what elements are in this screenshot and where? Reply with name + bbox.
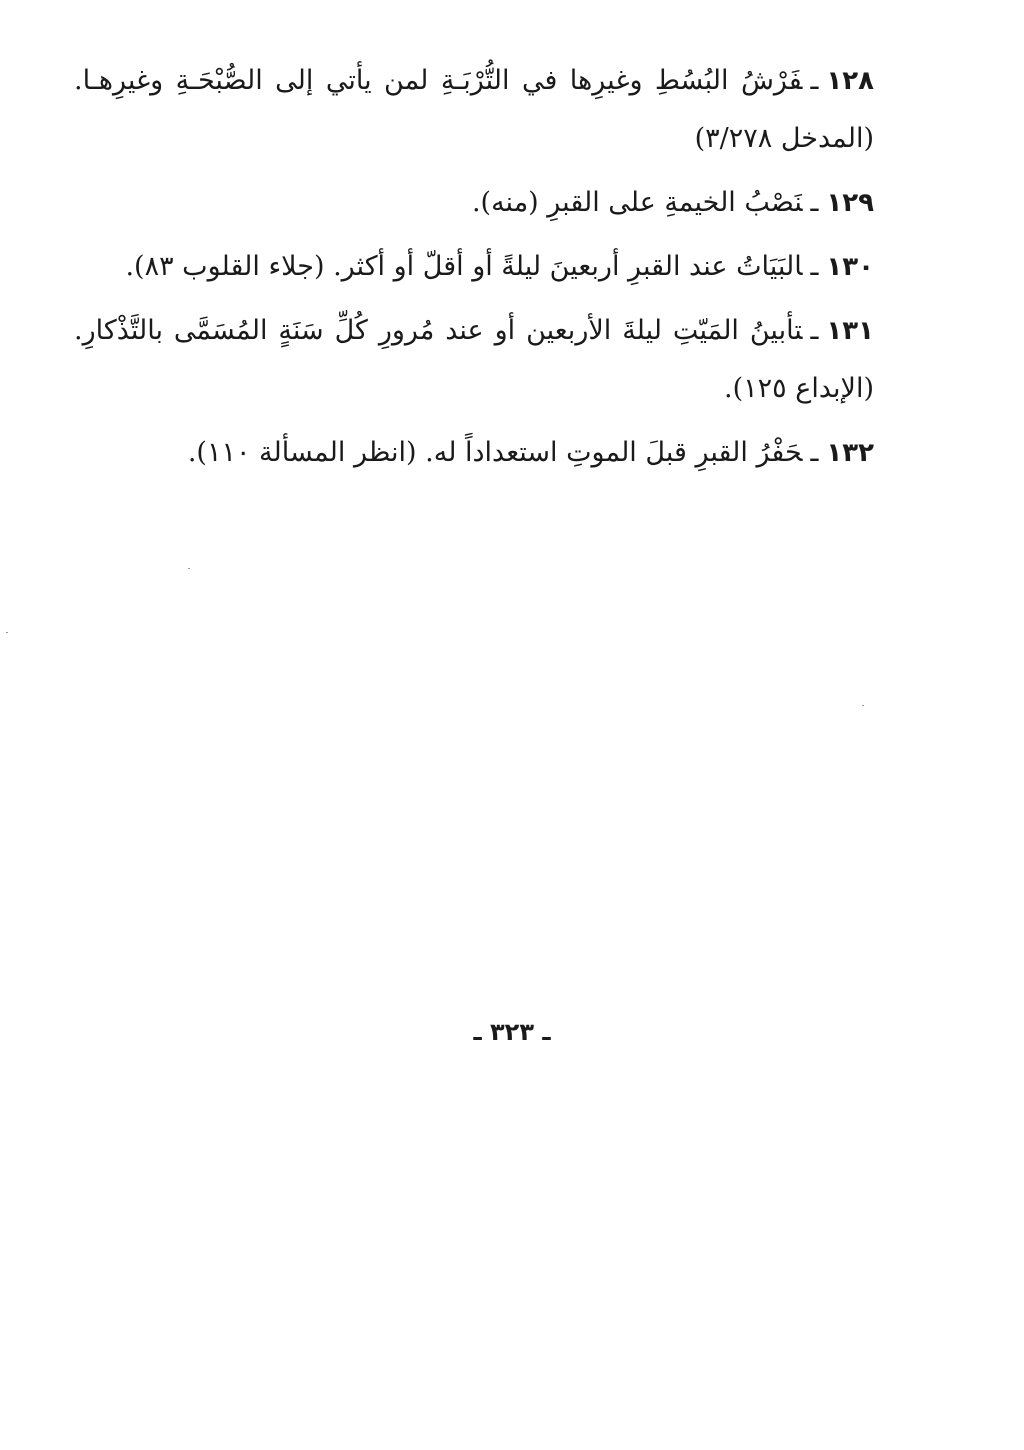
entry-130	[74, 238, 874, 296]
entry-separator: ـ	[810, 251, 819, 282]
entry-separator: ـ	[810, 315, 819, 346]
entry-number: ١٢٩	[826, 188, 874, 218]
entry-text: حَفْرُ القبرِ قبلَ الموتِ استعداداً له. (انظر المسألة ١١٠).	[187, 437, 803, 468]
page-number: ـ ٣٢٣ ـ	[473, 1018, 551, 1046]
entry-separator: ـ	[810, 65, 819, 96]
entry-number: ١٣٠	[826, 252, 874, 282]
entry-number: ١٣٢	[826, 438, 874, 468]
scan-speck	[862, 705, 864, 706]
entry-text: نَصْبُ الخيمةِ على القبرِ (منه).	[471, 187, 803, 218]
entry-131	[74, 302, 874, 418]
entry-number: ١٢٨	[826, 66, 874, 96]
entry-number: ١٣١	[826, 316, 874, 346]
entry-separator: ـ	[810, 437, 819, 468]
entry-text: البَيَاتُ عند القبرِ أربعينَ ليلةً أو أقلّ أو أكثر. (جلاء القلوب ٨٣).	[125, 251, 803, 282]
entry-132	[74, 424, 874, 482]
entry-text: فَرْشُ البُسُطِ وغيرِها في التُّرْبَـةِ لمن يأتي إلى الصُّبْحَـةِ وغيرِهـا. (المدخل ٣/٢٧٨)	[74, 65, 874, 154]
entry-128	[74, 52, 874, 168]
document-body	[74, 52, 874, 488]
entry-129	[74, 174, 874, 232]
scan-speck	[6, 632, 8, 633]
entry-text: تأبينُ المَيّتِ ليلةَ الأربعين أو عند مُرورِ كُلِّ سَنَةٍ المُسَمَّى بالتَّذْكارِ. (الإبداع ١٢٥).	[74, 315, 874, 404]
scan-speck	[188, 568, 190, 569]
entry-separator: ـ	[810, 187, 819, 218]
